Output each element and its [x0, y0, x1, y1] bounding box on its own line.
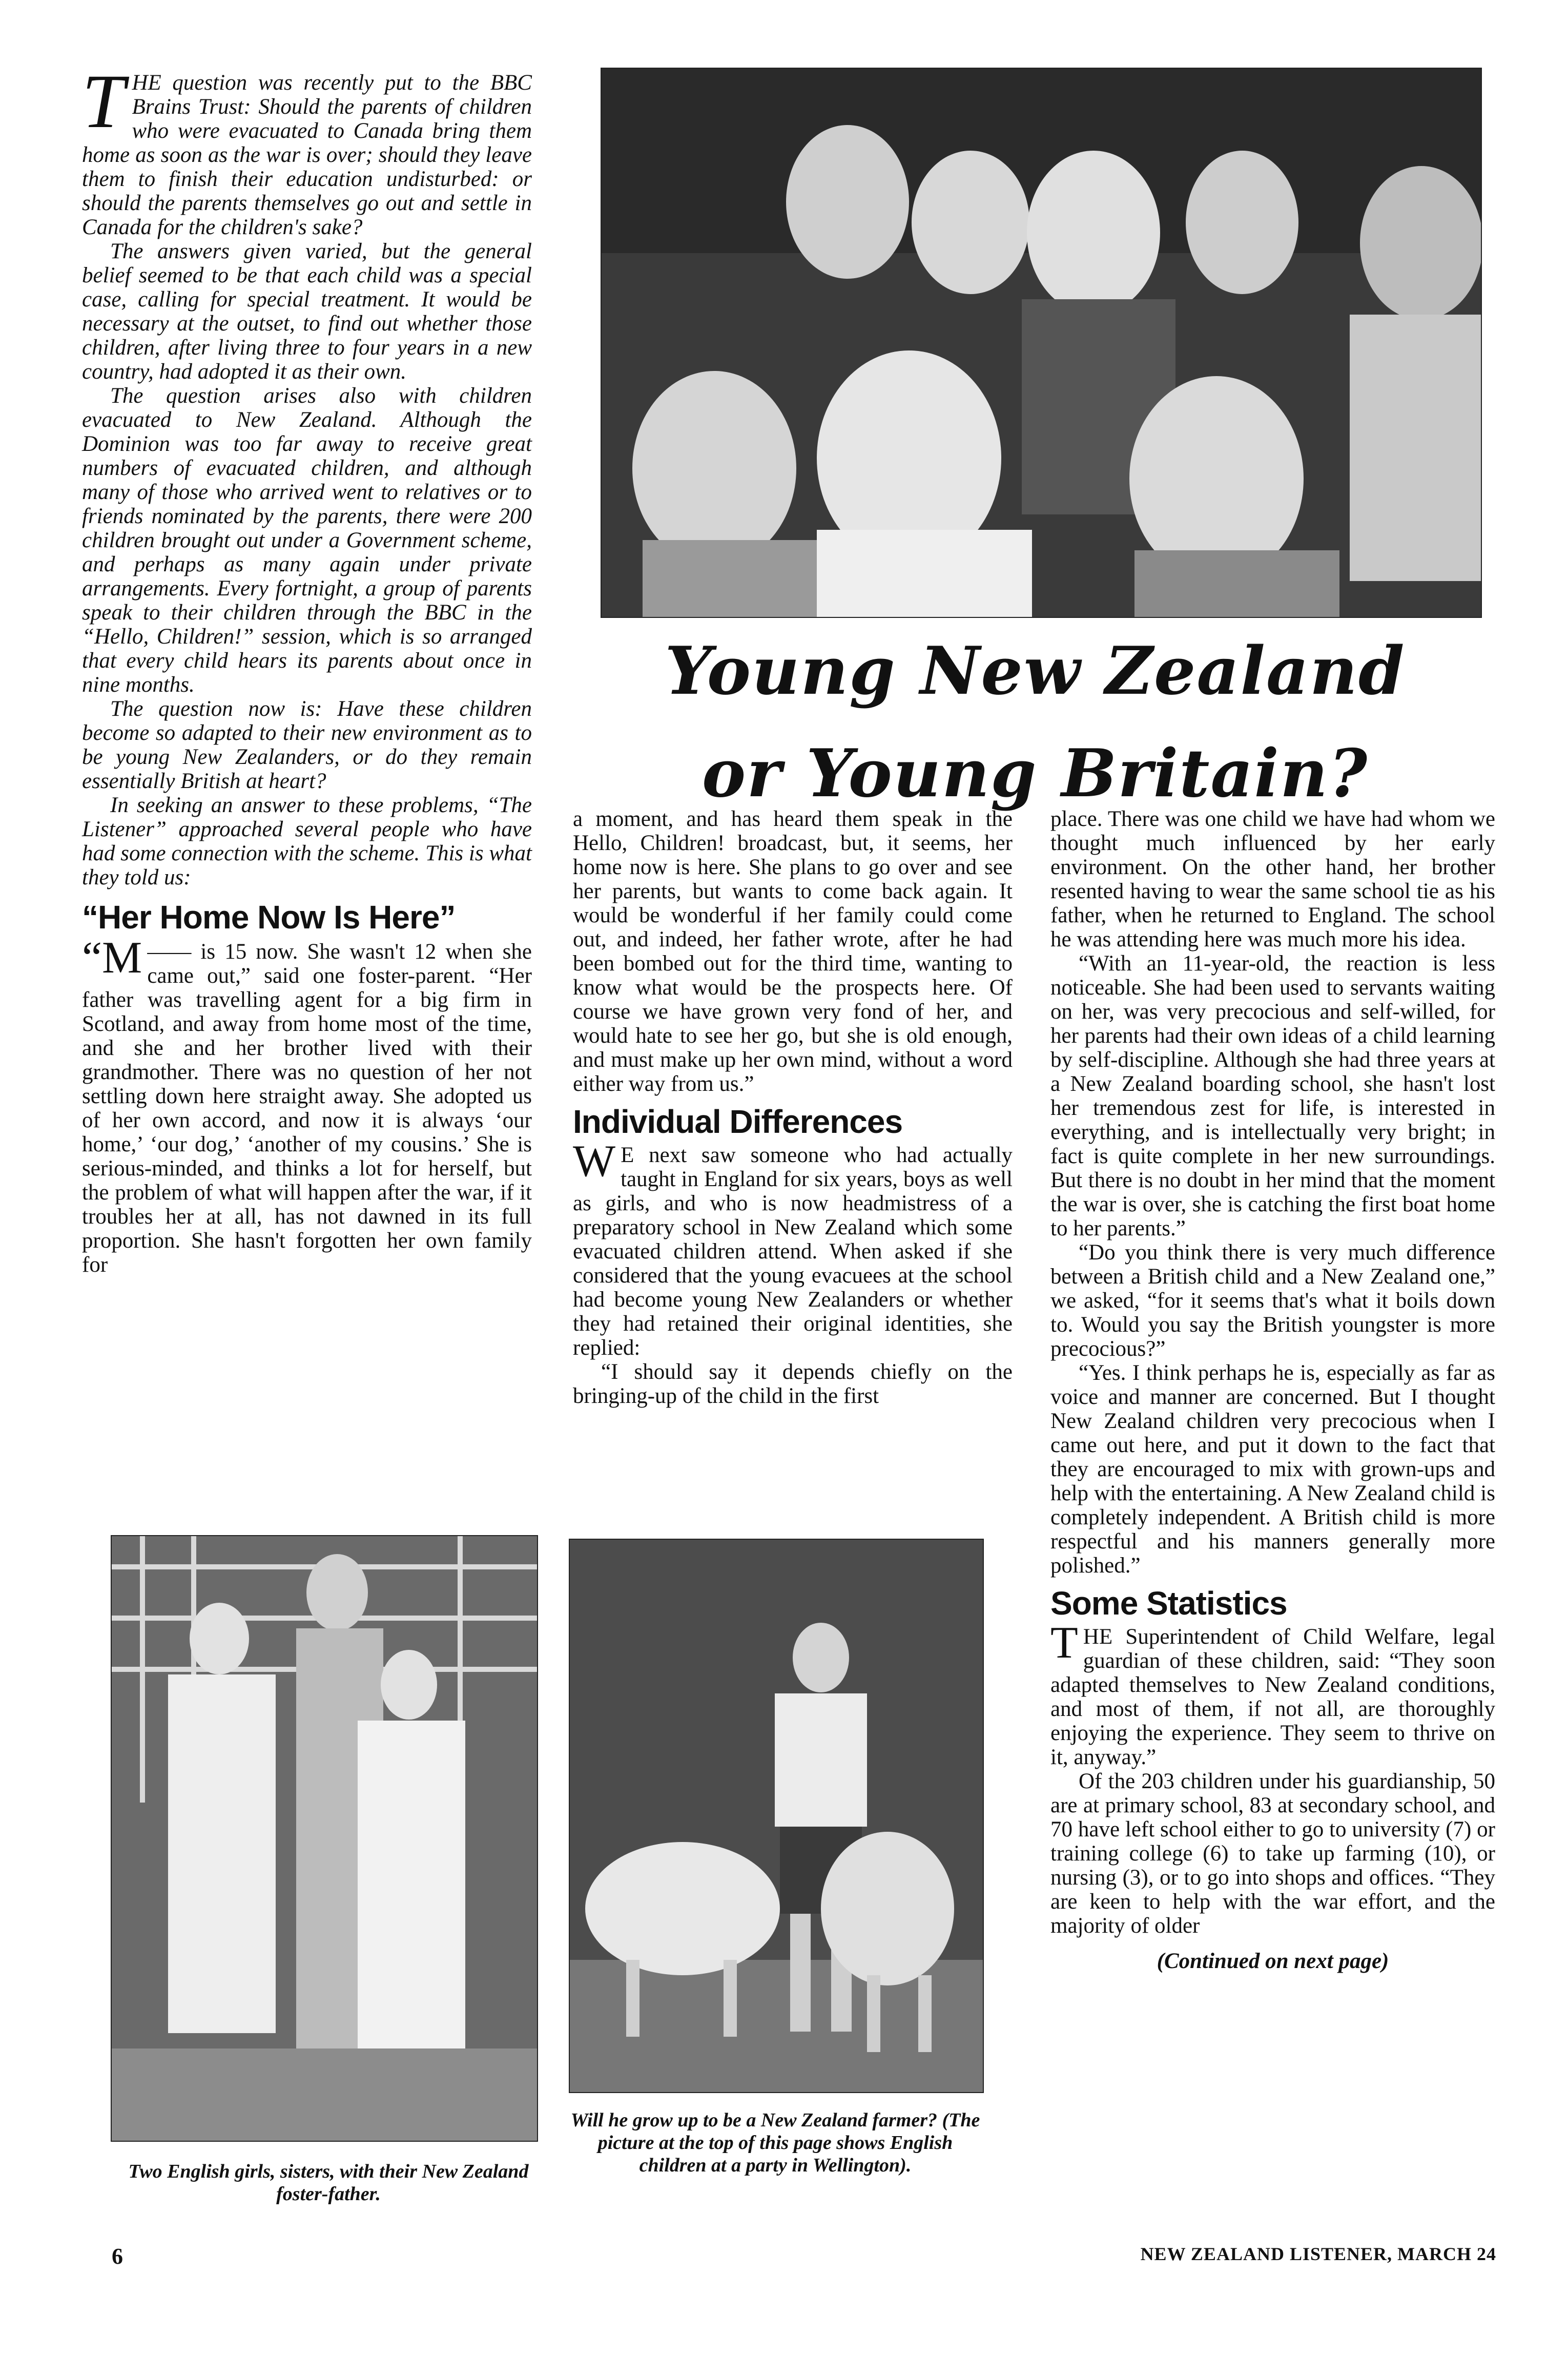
headline-line2: or Young Britain?	[702, 735, 1369, 812]
photo-sisters-foster-father	[111, 1535, 538, 2142]
section-heading-her-home: “Her Home Now Is Here”	[82, 899, 456, 936]
headline	[574, 620, 1496, 825]
col3-paragraph-2: “With an 11-year-old, the reaction is less noticeable. She had been used to servants waiting on her, was very precocious and self-willed, for her parents had their own ideas of a child learning by self-discipline. Although she had three years at a New Zealand boarding school, she hasn't lost her tremendous zest for life, is interested in everything, and is intellectually very bright; in fact is quite complete in her new surroundings. But there is no doubt in her mind that the moment the war is over, she is catching the first boat home to her parents.”	[1050, 951, 1495, 1240]
section2-paragraph-1: E next saw someone who had actually taught in England for six years, boys as well as girls, and who is now headmistress of a preparatory school in New Zealand which some evacuated children attend. When asked if she considered that the young evacuees at the school had become young New Zealanders or whether they had retained their original identities, she replied:	[573, 1143, 1013, 1360]
section3-dropcap: T	[1050, 1618, 1078, 1668]
section-heading-some-statistics: Some Statistics	[1050, 1585, 1287, 1622]
section2-dropcap: W	[573, 1136, 616, 1186]
photo-boy-with-lambs	[569, 1539, 984, 2093]
column-2	[573, 807, 1013, 1408]
column-1	[82, 59, 532, 1277]
section2-paragraph-2: “I should say it depends chiefly on the bringing-up of the child in the first	[573, 1360, 1013, 1408]
intro-paragraph-5: In seeking an answer to these problems, “The Listener” approached several people who have had some connection with the scheme. This is what they told us:	[82, 793, 532, 889]
intro-paragraph-3: The question arises also with children evacuated to New Zealand. Although the Dominion was too far away to receive great numbers of evacuated children, and although many of those who arrived went to relatives or to friends nominated by the parents, there were 200 children brought out under a Government scheme, and perhaps as many again under private arrangements. Every fortnight, a group of parents speak to their children through the BBC in the “Hello, Children!” session, which is so arranged that every child hears its parents about once in nine months.	[82, 384, 532, 697]
col3-paragraph-3: “Do you think there is very much difference between a British child and a New Zealand one,” we asked, “for it seems that's what it boils down to. Would you say the British youngster is more precocious?”	[1050, 1240, 1495, 1361]
top-photo-children-party	[601, 68, 1482, 618]
continued-note: (Continued on next page)	[1157, 1949, 1389, 1973]
caption-sisters: Two English girls, sisters, with their New Zealand foster-father.	[128, 2161, 529, 2205]
col3-paragraph-1: place. There was one child we have had whom we thought much influenced by her early environment. On the other hand, her brother resented having to wear the same school tie as his father, when he returned to England. The school he was attending here was much more his idea.	[1050, 807, 1495, 951]
headline-line1: Young New Zealand	[665, 633, 1406, 710]
intro-paragraph-2: The answers given varied, but the general belief seemed to be that each child was a special case, calling for special treatment. It would be necessary at the outset, to find out whether those children, after living three to four years in a new country, had adopted it as their own.	[82, 239, 532, 384]
intro-dropcap: T	[82, 59, 125, 144]
col3-paragraph-4: “Yes. I think perhaps he is, especially as far as voice and manner are concerned. But I thought New Zealand children very precocious when I came out here, and put it down to the fact that they are encouraged to mix with grown-ups and help with the entertaining. A New Zealand child is completely independent. A British child is more respectful and his manners generally more polished.”	[1050, 1361, 1495, 1578]
sisters-image	[112, 1536, 537, 2141]
intro-paragraph-4: The question now is: Have these children become so adapted to their new environment as to be young New Zealanders, or do they remain essentially British at heart?	[82, 697, 532, 793]
intro-paragraph-1: HE question was recently put to the BBC Brains Trust: Should the parents of children who were evacuated to Canada bring them home as soon as the war is over; should they leave them to finish their education undisturbed: or should the parents themselves go out and settle in Canada for the children's sake?	[82, 71, 532, 239]
children-party-image	[602, 69, 1481, 617]
section3-paragraph-1: HE Superintendent of Child Welfare, legal guardian of these children, said: “They soon adapted themselves to New Zealand conditions, and most of them, if not all, are thoroughly enjoying the experience. They seem to thrive on it, anyway.”	[1050, 1625, 1495, 1769]
section3-paragraph-2: Of the 203 children under his guardianship, 50 are at primary school, 83 at secondary school, and 70 have left school either to go to university (7) or training college (6) to take up farming (10), or nursing (3), or to go into shops and offices. “They are keen to help with the war effort, and the majority of older	[1050, 1769, 1495, 1938]
section1-continued: a moment, and has heard them speak in the Hello, Children! broadcast, but, it seems, her home now is here. She plans to go over and see her parents, but wants to come back again. It would be wonderful if her family could come out, and indeed, her father wrote, after he had been bombed out for the third time, wanting to know what would be the prospects here. Of course we have grown very fond of her, and would hate to see her go, but she is old enough, and must make up her own mind, without a word either way from us.”	[573, 807, 1013, 1096]
caption-boy-farmer: Will he grow up to be a New Zealand farmer? (The picture at the top of this page shows English children at a party in Wellington).	[570, 2109, 980, 2176]
boy-lambs-image	[570, 1540, 983, 2092]
section1-paragraph-1: —— is 15 now. She wasn't 12 when she came out,” said one foster-parent. “Her father was travelling agent for a big firm in Scotland, and away from home most of the time, and she and her brother lived with their grandmother. There was no question of her not settling down here straight away. She adopted us of her own accord, and now it is always ‘our home,’ ‘our dog,’ ‘another of my cousins.’ She is serious-minded, and thinks a lot for herself, but the problem of what will happen after the war, if it troubles her at all, has not dawned in its full proportion. She hasn't forgotten her own family for	[82, 940, 532, 1277]
section-heading-individual-differences: Individual Differences	[573, 1103, 903, 1140]
publication-footer: NEW ZEALAND LISTENER, MARCH 24	[1140, 2244, 1496, 2264]
column-3	[1050, 807, 1495, 1973]
page-number: 6	[112, 2244, 123, 2269]
section1-dropcap: “M	[82, 933, 142, 983]
